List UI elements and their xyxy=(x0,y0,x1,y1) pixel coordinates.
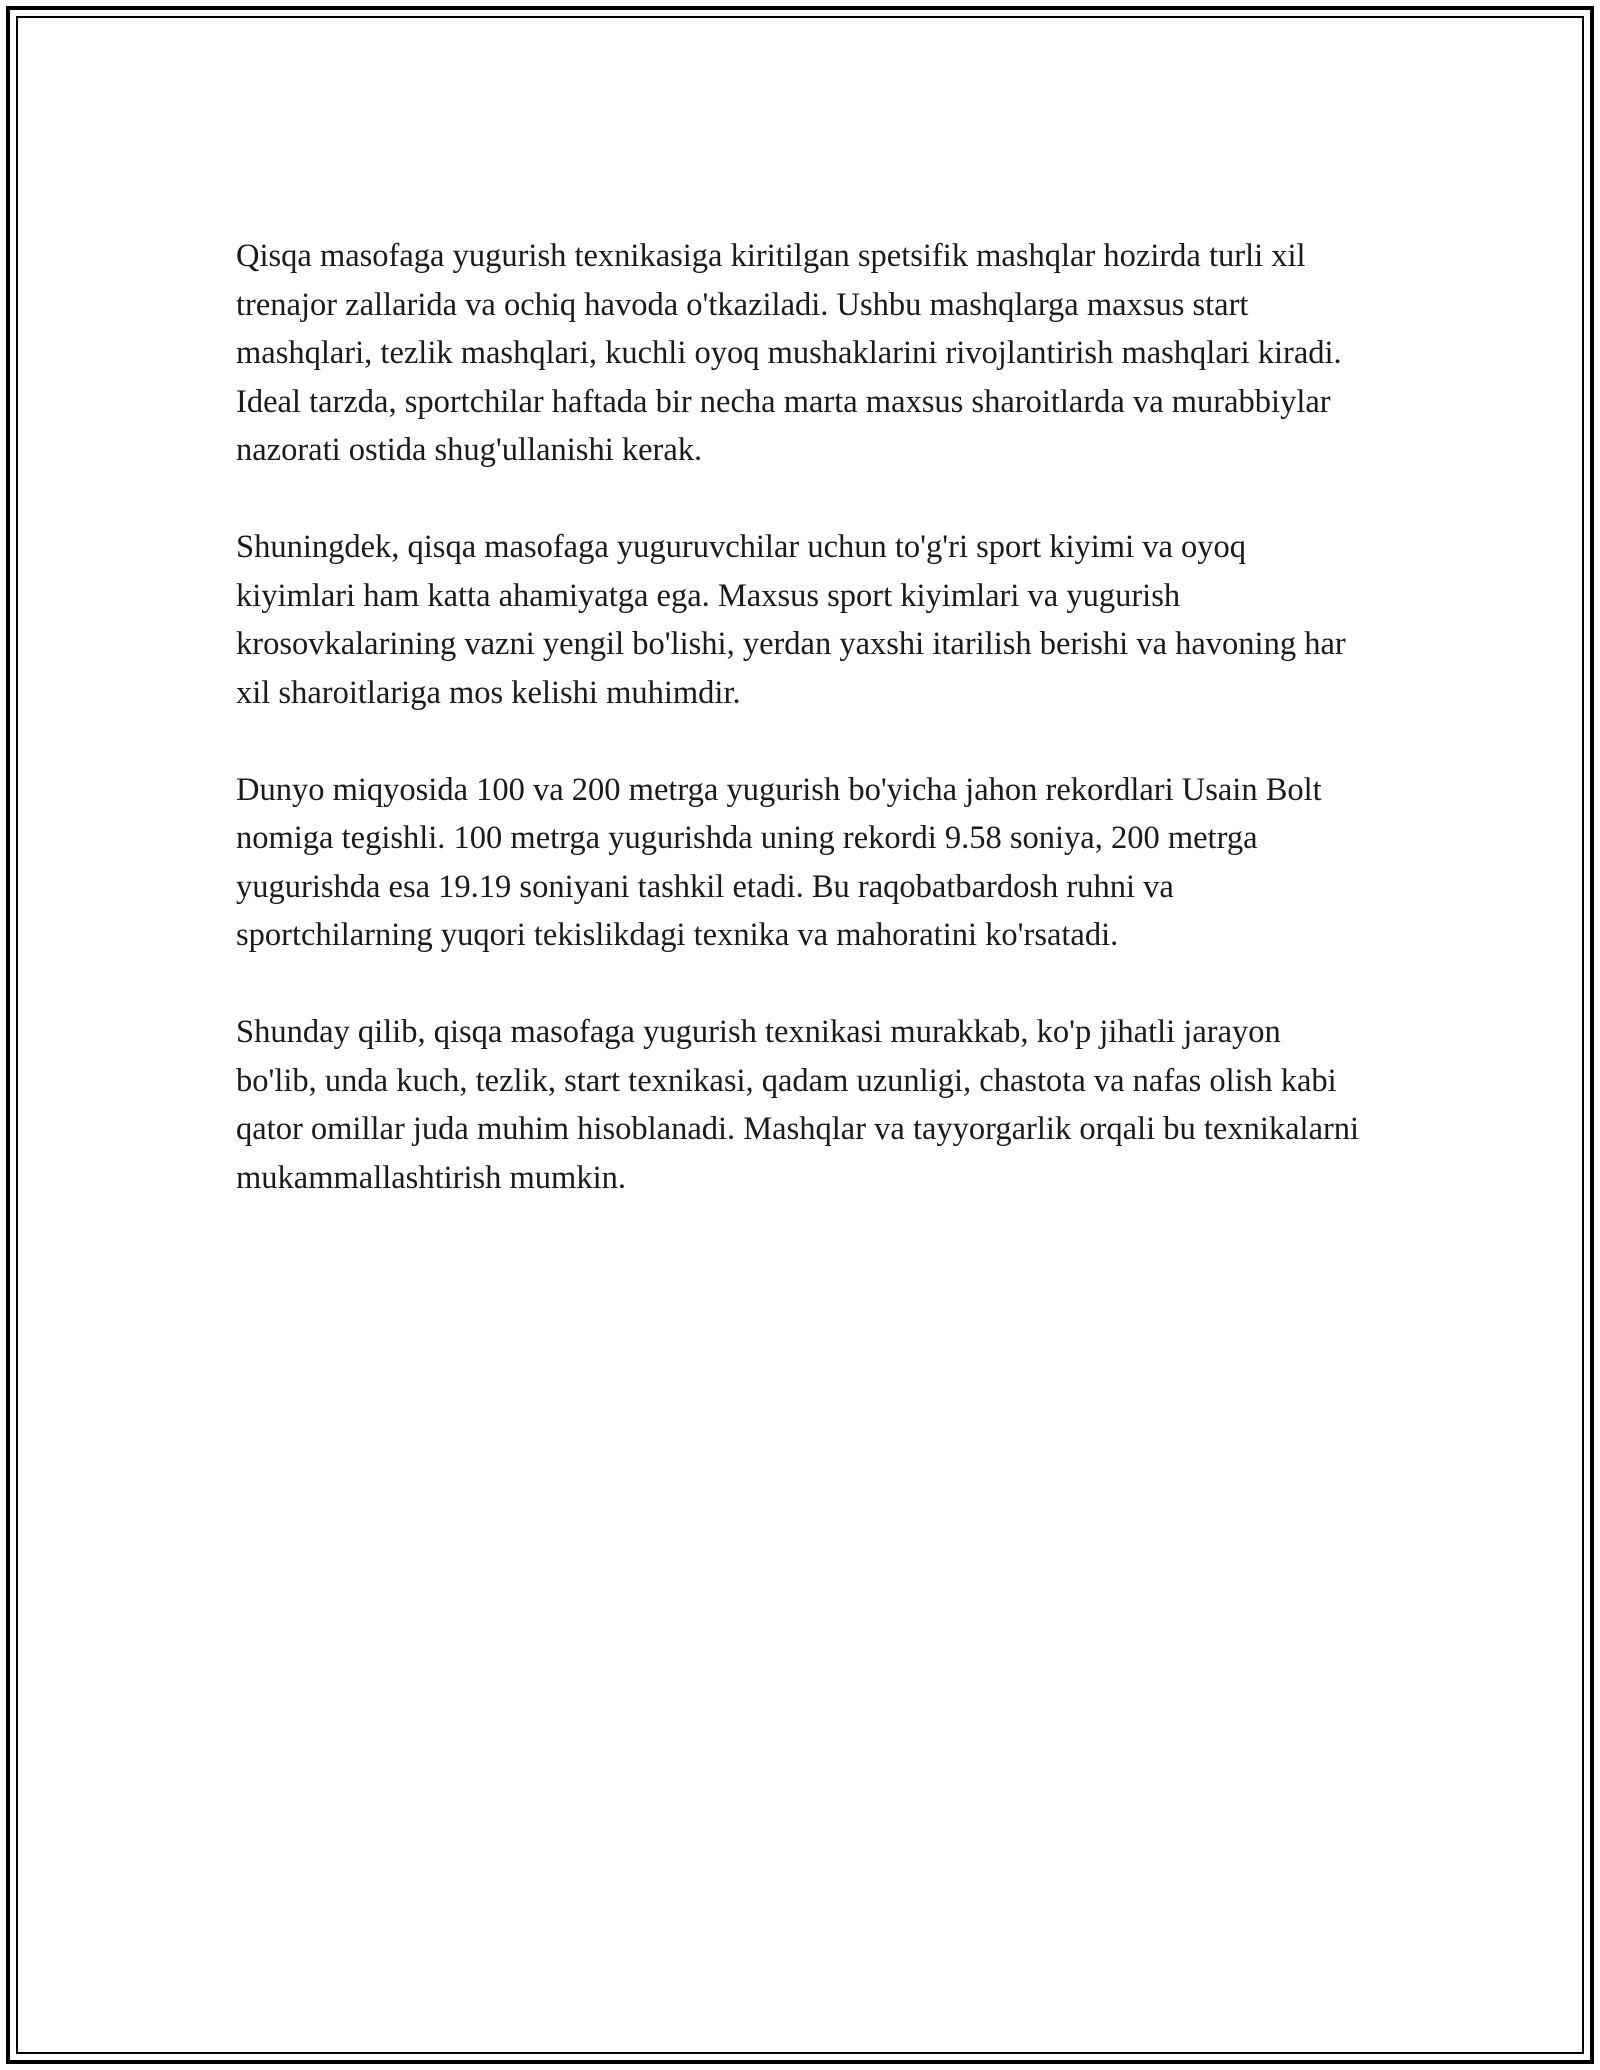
paragraph-4: Shunday qilib, qisqa masofaga yugurish texnikasi murakkab, ko'p jihatli jarayon bo'lib, unda kuch, tezlik, start texnikasi, qadam uzunligi, chastota va nafas olish kabi qator omillar juda muhim hisoblanadi. Mashqlar va tayyorgarlik orqali bu texnikalarni mukammallashtirish mumkin. xyxy=(236,1014,1360,1196)
paragraph-3: Dunyo miqyosida 100 va 200 metrga yugurish bo'yicha jahon rekordlari Usain Bolt nomiga tegishli. 100 metrga yugurishda uning rekordi 9.58 soniya, 200 metrga yugurishda esa 19.19 soniyani tashkil etadi. Bu raqobatbardosh ruhni va sportchilarning yuqori tekislikdagi texnika va mahoratini ko'rsatadi. xyxy=(236,771,1322,953)
document-body xyxy=(236,232,1366,1251)
paragraph-1: Qisqa masofaga yugurish texnikasiga kiritilgan spetsifik mashqlar hozirda turli xil trenajor zallarida va ochiq havoda o'tkaziladi. Ushbu mashqlarga maxsus start mashqlari, tezlik mashqlari, kuchli oyoq mushaklarini rivojlantirish mashqlari kiradi. Ideal tarzda, sportchilar haftada bir necha marta maxsus sharoitlarda va murabbiylar nazorati ostida shug'ullanishi kerak. xyxy=(236,238,1342,468)
paragraph-2: Shuningdek, qisqa masofaga yuguruvchilar uchun to'g'ri sport kiyimi va oyoq kiyimlari ham katta ahamiyatga ega. Maxsus sport kiyimlari va yugurish krosovkalarining vazni yengil bo'lishi, yerdan yaxshi itarilish berishi va havoning har xil sharoitlariga mos kelishi muhimdir. xyxy=(236,529,1346,711)
